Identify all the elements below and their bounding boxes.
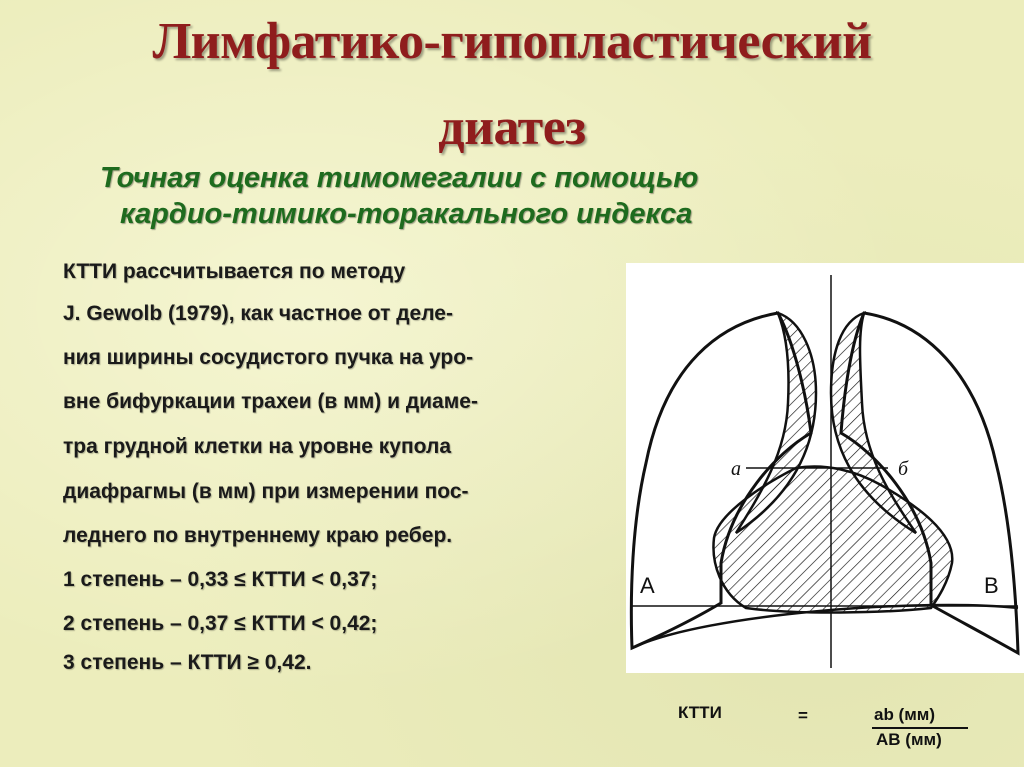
body-line: тра грудной клетки на уровне купола	[63, 435, 451, 458]
body-line: J. Gewolb (1979), как частное от деле-	[63, 302, 453, 325]
label-A: A	[640, 573, 655, 598]
diaphragm-line	[632, 605, 1018, 648]
formula-equals: =	[798, 706, 808, 725]
thorax-diagram	[626, 263, 1024, 673]
slide-title-line-1: Лимфатико-гипопластический	[152, 13, 872, 70]
body-line: ния ширины сосудистого пучка на уро-	[63, 346, 474, 369]
label-B: B	[984, 573, 999, 598]
body-line: 3 степень – КТТИ ≥ 0,42.	[63, 651, 312, 674]
formula-denominator: AB (мм)	[876, 730, 942, 749]
body-line: 2 степень – 0,37 ≤ КТТИ < 0,42;	[63, 612, 378, 635]
formula-numerator: ab (мм)	[874, 705, 936, 724]
vascular-bundle	[713, 467, 952, 613]
body-line: диафрагмы (в мм) при измерении пос-	[63, 480, 469, 503]
label-a-small: а	[731, 458, 741, 480]
fraction-bar	[872, 727, 968, 729]
body-line: вне бифуркации трахеи (в мм) и диаме-	[63, 390, 478, 413]
body-line: КТТИ рассчитывается по методу	[63, 260, 406, 283]
subtitle-line-1: Точная оценка тимомегалии с помощью	[100, 162, 699, 194]
body-line: 1 степень – 0,33 ≤ КТТИ < 0,37;	[63, 568, 378, 591]
subtitle-line-2: кардио-тимико-торакального индекса	[120, 198, 693, 230]
thorax-diagram-drawing	[626, 263, 1024, 673]
formula-lhs: КТТИ	[678, 703, 722, 722]
slide-title-line-2: диатез	[438, 99, 586, 156]
body-line: леднего по внутреннему краю ребер.	[63, 524, 453, 547]
label-b-small: б	[898, 458, 909, 480]
